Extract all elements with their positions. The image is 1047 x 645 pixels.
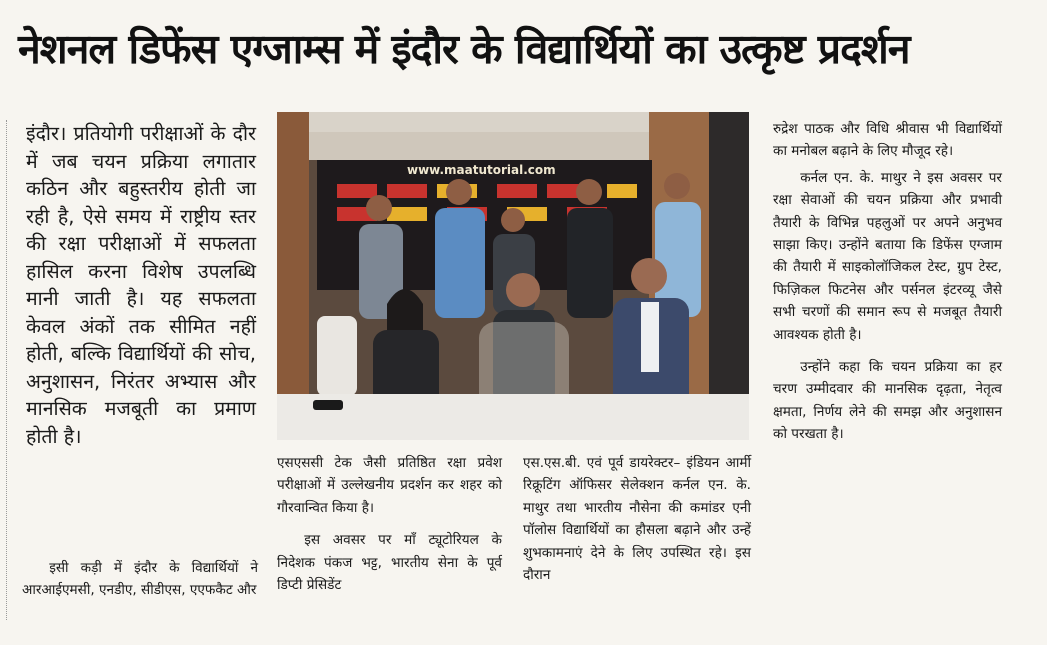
margin-dotted-rule [6,120,13,620]
headline: नेशनल डिफेंस एग्जाम्स में इंदौर के विद्यार्थियों का उत्कृष्ट प्रदर्शन [18,25,910,73]
news-photo [277,112,749,440]
banner-url: www.maatutorial.com [407,163,556,177]
col4-paragraph-3: उन्होंने कहा कि चयन प्रक्रिया का हर चरण उम्मीदवार की मानसिक दृढ़ता, नेतृत्व क्षमता, निर्णय लेने की समझ और अनुशासन को परखता है। [773,359,1002,443]
col1-paragraph: इसी कड़ी में इंदौर के विद्यार्थियों ने आरआईएमसी, एनडीए, सीडीएस, एएफकैट और [22,560,258,599]
lede-text: इंदौर। प्रतियोगी परीक्षाओं के दौर में जब चयन प्रक्रिया लगातार कठिन और बहुस्तरीय होती जा रही है, ऐसे समय में राष्ट्रीय स्तर की रक्षा परीक्षाओं में सफलता हासिल करना विशेष उपलब्धि मानी जाती है। यह सफलता केवल अंकों तक सीमित नहीं होती, बल्कि विद्यार्थियों की सोच, अनुशासन, निरंतर अभ्यास और मानसिक मजबूती का प्रमाण होती है। [26,122,256,448]
column-4 [773,118,1002,446]
col3-paragraph-1: एस.एस.बी. एवं पूर्व डायरेक्टर– इंडियन आर्मी रिक्रूटिंग ऑफिसर सेलेक्शन कर्नल एन. के. माथुर तथा भारतीय नौसेना की कमांडर एनी पॉलोस विद्यार्थियों का हौसला बढ़ाने और उन्हें शुभकामनाएं देने के लिए उपस्थित रहे। इस दौरान [523,455,751,584]
col2-paragraph-1: एसएससी टेक जैसी प्रतिष्ठित रक्षा प्रवेश परीक्षाओं में उल्लेखनीय प्रदर्शन कर शहर को गौरवान्वित किया है। [277,455,502,516]
column-2 [277,452,502,596]
col4-paragraph-2: कर्नल एन. के. माथुर ने इस अवसर पर रक्षा सेवाओं की चयन प्रक्रिया और प्रभावी तैयारी के विभिन्न पहलुओं पर अपने अनुभव साझा किए। उन्होंने बताया कि डिफेंस एग्जाम की तैयारी में साइकोलॉजिकल टेस्ट, ग्रुप टेस्ट, फिज़िकल फिटनेस और पर्सनल इंटरव्यू जैसे सभी चरणों की समान रूप से मजबूत तैयारी आवश्यक होती है। [773,169,1002,343]
col4-paragraph-1: रुद्रेश पाठक और विधि श्रीवास भी विद्यार्थियों का मनोबल बढ़ाने के लिए मौजूद रहे। [773,121,1002,160]
lede-paragraph [26,120,256,450]
group-photo-illustration [277,112,749,440]
col2-paragraph-2: इस अवसर पर माँ ट्यूटोरियल के निदेशक पंकज भट्ट, भारतीय सेना के पूर्व डिप्टी प्रेसिडेंट [277,532,502,594]
column-3 [523,452,751,586]
column-1-tail [22,557,258,602]
